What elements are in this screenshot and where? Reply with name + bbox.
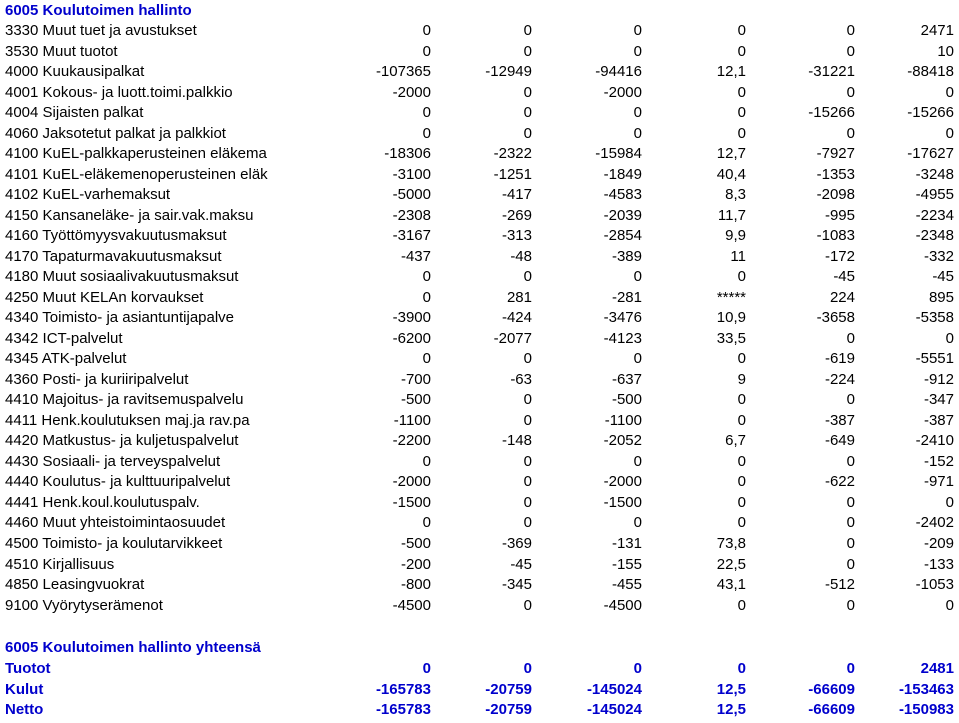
value-col-1: -18306 — [384, 145, 431, 163]
value-col-6: -150983 — [898, 701, 954, 718]
value-col-5: 0 — [846, 391, 855, 409]
value-col-6: 0 — [945, 83, 954, 101]
row-label: Tuotot — [5, 660, 51, 677]
table-row — [0, 575, 959, 595]
value-col-4: 0 — [737, 660, 746, 677]
value-col-2: -63 — [510, 370, 532, 388]
value-col-1: -3100 — [392, 165, 431, 183]
value-col-4: 0 — [737, 83, 746, 101]
value-col-4: 0 — [737, 596, 746, 614]
value-col-5: 0 — [846, 124, 855, 142]
value-col-3: 0 — [633, 124, 642, 142]
table-row — [0, 267, 959, 287]
row-label: 4004 Sijaisten palkat — [5, 104, 144, 122]
value-col-5: -649 — [824, 432, 855, 450]
value-col-6: -209 — [923, 535, 954, 552]
value-col-5: 0 — [846, 555, 855, 573]
table-row — [0, 288, 959, 308]
value-col-4: 43,1 — [716, 576, 746, 594]
row-label: 4001 Kokous- ja luott.toimi.palkkio — [5, 83, 233, 101]
value-col-4: 22,5 — [716, 555, 746, 573]
value-col-2: 0 — [523, 660, 532, 677]
value-col-4: 0 — [737, 411, 746, 429]
value-col-5: -15266 — [808, 104, 855, 122]
value-col-3: -155 — [611, 555, 642, 573]
value-col-6: -971 — [923, 473, 954, 491]
value-col-4: 0 — [737, 350, 746, 368]
table-row — [0, 472, 959, 492]
value-col-1: -5000 — [392, 186, 431, 204]
table-row — [0, 226, 959, 246]
table-row — [0, 83, 959, 103]
value-col-3: -1500 — [603, 493, 642, 511]
value-col-5: -31221 — [808, 63, 855, 81]
value-col-4: 73,8 — [716, 535, 746, 552]
table-row — [0, 390, 959, 410]
table-row — [0, 144, 959, 164]
value-col-1: 0 — [422, 22, 431, 39]
row-label: 4180 Muut sosiaalivakuutusmaksut — [5, 268, 239, 286]
value-col-1: -165783 — [375, 680, 431, 698]
value-col-2: 0 — [523, 42, 532, 60]
value-col-4: 0 — [737, 452, 746, 470]
value-col-2: -148 — [501, 432, 532, 450]
value-col-6: -2402 — [915, 514, 954, 532]
value-col-1: -3900 — [392, 309, 431, 327]
table-row — [0, 534, 959, 554]
value-col-6: -332 — [923, 247, 954, 265]
value-col-2: -45 — [510, 555, 532, 573]
table-row — [0, 555, 959, 575]
row-label: 4441 Henk.koul.koulutuspalv. — [5, 493, 200, 511]
value-col-1: -107365 — [375, 63, 431, 81]
value-col-6: -2410 — [915, 432, 954, 450]
value-col-4: 0 — [737, 22, 746, 39]
table-row — [0, 513, 959, 533]
value-col-3: 0 — [633, 104, 642, 122]
value-col-3: -2039 — [603, 206, 642, 224]
row-label: 4340 Toimisto- ja asiantuntijapalve — [5, 309, 235, 327]
value-col-5: -1353 — [816, 165, 855, 183]
value-col-3: -637 — [611, 370, 642, 388]
value-col-4: 11 — [730, 247, 746, 265]
value-col-1: -165783 — [375, 701, 431, 718]
table-row — [0, 370, 959, 390]
row-label: 4500 Toimisto- ja koulutarvikkeet — [5, 535, 223, 552]
value-col-6: 2471 — [920, 22, 954, 39]
value-col-3: -500 — [611, 391, 642, 409]
value-col-3: -455 — [611, 576, 642, 594]
value-col-1: -2308 — [392, 206, 431, 224]
row-label: 4160 Työttömyysvakuutusmaksut — [5, 227, 227, 245]
summary-row — [0, 680, 959, 700]
value-col-2: 0 — [523, 350, 532, 368]
value-col-4: 6,7 — [725, 432, 746, 450]
value-col-6: 0 — [945, 596, 954, 614]
row-label: 4430 Sosiaali- ja terveyspalvelut — [5, 452, 221, 470]
value-col-2: 0 — [523, 514, 532, 532]
value-col-1: -3167 — [392, 227, 431, 245]
value-col-6: -88418 — [907, 63, 954, 81]
value-col-4: 12,1 — [716, 63, 746, 81]
value-col-3: -15984 — [595, 145, 642, 163]
row-label: 4420 Matkustus- ja kuljetuspalvelut — [5, 432, 239, 450]
value-col-6: -17627 — [907, 145, 954, 163]
value-col-5: -172 — [824, 247, 855, 265]
value-col-6: -152 — [923, 452, 954, 470]
value-col-1: 0 — [422, 104, 431, 122]
row-label: 4410 Majoitus- ja ravitsemuspalvelu — [5, 391, 244, 409]
value-col-3: -145024 — [586, 701, 642, 718]
value-col-3: 0 — [633, 660, 642, 677]
value-col-3: -2052 — [603, 432, 642, 450]
table-row — [0, 596, 959, 616]
value-col-6: -347 — [923, 391, 954, 409]
value-col-4: 0 — [737, 268, 746, 286]
value-col-4: 0 — [737, 473, 746, 491]
value-col-6: -15266 — [907, 104, 954, 122]
value-col-5: -2098 — [816, 186, 855, 204]
table-row — [0, 62, 959, 82]
value-col-6: 0 — [945, 493, 954, 511]
value-col-6: -133 — [923, 555, 954, 573]
table-row — [0, 411, 959, 431]
value-col-2: -1251 — [493, 165, 532, 183]
value-col-1: 0 — [422, 350, 431, 368]
value-col-2: -2322 — [493, 145, 532, 163]
value-col-1: 0 — [422, 124, 431, 142]
value-col-1: -2200 — [392, 432, 431, 450]
value-col-1: -6200 — [392, 329, 431, 347]
value-col-1: -500 — [400, 535, 431, 552]
value-col-6: 2481 — [920, 660, 954, 677]
value-col-4: 9 — [737, 370, 746, 388]
value-col-5: 0 — [846, 22, 855, 39]
value-col-6: -5358 — [915, 309, 954, 327]
value-col-5: -3658 — [816, 309, 855, 327]
value-col-3: -131 — [611, 535, 642, 552]
value-col-4: 0 — [737, 124, 746, 142]
value-col-6: -153463 — [898, 680, 954, 698]
value-col-3: -2000 — [603, 473, 642, 491]
value-col-3: -4123 — [603, 329, 642, 347]
value-col-3: -3476 — [603, 309, 642, 327]
row-label: 4060 Jaksotetut palkat ja palkkiot — [5, 124, 226, 142]
value-col-2: -417 — [501, 186, 532, 204]
value-col-3: -389 — [611, 247, 642, 265]
value-col-2: 0 — [523, 473, 532, 491]
table-row — [0, 206, 959, 226]
value-col-5: 0 — [846, 596, 855, 614]
value-col-4: 9,9 — [725, 227, 746, 245]
table-row — [0, 103, 959, 123]
value-col-6: -45 — [932, 268, 954, 286]
table-row — [0, 21, 959, 41]
value-col-4: 33,5 — [716, 329, 746, 347]
value-col-6: 10 — [937, 42, 954, 60]
value-col-2: 0 — [523, 452, 532, 470]
row-label: 4101 KuEL-eläkemenoperusteinen eläk — [5, 165, 268, 183]
value-col-2: -48 — [510, 247, 532, 265]
table-row — [0, 349, 959, 369]
value-col-2: 0 — [523, 104, 532, 122]
table-row — [0, 431, 959, 451]
value-col-3: 0 — [633, 268, 642, 286]
row-label: 9100 Vyörytyserämenot — [5, 596, 163, 614]
value-col-4: 11,7 — [717, 206, 746, 224]
value-col-6: 0 — [945, 329, 954, 347]
value-col-1: -200 — [400, 555, 431, 573]
value-col-3: -145024 — [586, 680, 642, 698]
value-col-3: -1849 — [603, 165, 642, 183]
value-col-5: 0 — [846, 660, 855, 677]
value-col-5: -66609 — [808, 680, 855, 698]
value-col-6: 895 — [928, 288, 954, 306]
value-col-4: 40,4 — [716, 165, 746, 183]
value-col-2: 0 — [523, 493, 532, 511]
value-col-2: 0 — [523, 124, 532, 142]
row-label: 4150 Kansaneläke- ja sair.vak.maksu — [5, 206, 254, 224]
value-col-6: -912 — [923, 370, 954, 388]
value-col-5: -622 — [824, 473, 855, 491]
row-label: 4102 KuEL-varhemaksut — [5, 186, 171, 204]
value-col-3: 0 — [633, 452, 642, 470]
value-col-5: -224 — [824, 370, 855, 388]
value-col-5: -45 — [833, 268, 855, 286]
value-col-2: -20759 — [485, 701, 532, 718]
value-col-1: -437 — [400, 247, 431, 265]
value-col-3: -1100 — [604, 411, 642, 429]
value-col-4: ***** — [716, 288, 746, 306]
row-label: 4510 Kirjallisuus — [5, 555, 115, 573]
value-col-1: 0 — [422, 288, 431, 306]
value-col-2: 0 — [523, 22, 532, 39]
row-label: Netto — [5, 701, 44, 718]
value-col-2: -369 — [501, 535, 532, 552]
value-col-6: -1053 — [915, 576, 954, 594]
value-col-1: 0 — [422, 42, 431, 60]
value-col-5: 0 — [846, 493, 855, 511]
value-col-4: 0 — [737, 42, 746, 60]
table-row — [0, 247, 959, 267]
table-row — [0, 308, 959, 328]
row-label: 4342 ICT-palvelut — [5, 329, 123, 347]
value-col-6: -2234 — [915, 206, 954, 224]
value-col-4: 0 — [737, 493, 746, 511]
value-col-4: 0 — [737, 514, 746, 532]
value-col-1: -1100 — [393, 411, 431, 429]
value-col-2: 0 — [523, 83, 532, 101]
row-label: 4460 Muut yhteistoimintaosuudet — [5, 514, 226, 532]
value-col-6: -2348 — [915, 227, 954, 245]
value-col-2: -345 — [501, 576, 532, 594]
value-col-3: -2854 — [603, 227, 642, 245]
value-col-5: -995 — [824, 206, 855, 224]
value-col-3: -281 — [611, 288, 642, 306]
value-col-6: -3248 — [915, 165, 954, 183]
summary-row — [0, 700, 959, 720]
value-col-1: -2000 — [392, 473, 431, 491]
value-col-2: -12949 — [485, 63, 532, 81]
value-col-3: 0 — [633, 22, 642, 39]
section-heading — [0, 1, 959, 21]
row-label: 3530 Muut tuotot — [5, 42, 118, 60]
value-col-4: 10,9 — [716, 309, 746, 327]
row-label: 4250 Muut KELAn korvaukset — [5, 288, 204, 306]
value-col-3: 0 — [633, 42, 642, 60]
value-col-5: 0 — [846, 83, 855, 101]
row-label: 4000 Kuukausipalkat — [5, 63, 145, 81]
summary-heading — [0, 638, 959, 658]
value-col-3: -94416 — [595, 63, 642, 81]
row-label: Kulut — [5, 680, 44, 698]
value-col-2: -313 — [501, 227, 532, 245]
value-col-1: -1500 — [392, 493, 431, 511]
row-label: 3330 Muut tuet ja avustukset — [5, 22, 197, 39]
value-col-1: -500 — [400, 391, 431, 409]
value-col-5: 224 — [829, 288, 855, 306]
value-col-4: 8,3 — [725, 186, 746, 204]
row-label: 4360 Posti- ja kuriiripalvelut — [5, 370, 189, 388]
value-col-1: -700 — [400, 370, 431, 388]
value-col-1: -4500 — [392, 596, 431, 614]
value-col-4: 12,5 — [716, 701, 746, 718]
value-col-1: 0 — [422, 660, 431, 677]
value-col-2: 0 — [523, 391, 532, 409]
value-col-4: 0 — [737, 391, 746, 409]
value-col-1: 0 — [422, 514, 431, 532]
value-col-5: 0 — [846, 452, 855, 470]
value-col-6: -387 — [923, 411, 954, 429]
table-row — [0, 329, 959, 349]
value-col-5: -1083 — [816, 227, 855, 245]
summary-row — [0, 659, 959, 679]
value-col-4: 0 — [737, 104, 746, 122]
value-col-3: -2000 — [603, 83, 642, 101]
value-col-5: 0 — [846, 514, 855, 532]
table-row — [0, 42, 959, 62]
value-col-2: -424 — [501, 309, 532, 327]
value-col-4: 12,5 — [716, 680, 746, 698]
value-col-5: -619 — [824, 350, 855, 368]
value-col-2: 0 — [523, 596, 532, 614]
table-row — [0, 493, 959, 513]
table-row — [0, 165, 959, 185]
value-col-1: -800 — [400, 576, 431, 594]
value-col-5: -387 — [824, 411, 855, 429]
row-label: 4100 KuEL-palkkaperusteinen eläkema — [5, 145, 267, 163]
value-col-2: 281 — [506, 288, 532, 306]
value-col-4: 12,7 — [716, 145, 746, 163]
value-col-1: 0 — [422, 268, 431, 286]
value-col-3: -4583 — [603, 186, 642, 204]
value-col-5: -66609 — [808, 701, 855, 718]
value-col-5: 0 — [846, 329, 855, 347]
row-label: 4440 Koulutus- ja kulttuuripalvelut — [5, 473, 231, 491]
value-col-1: 0 — [422, 452, 431, 470]
value-col-2: -2077 — [493, 329, 532, 347]
value-col-5: 0 — [846, 535, 855, 552]
value-col-3: 0 — [633, 350, 642, 368]
value-col-3: -4500 — [603, 596, 642, 614]
value-col-1: -2000 — [392, 83, 431, 101]
value-col-6: -4955 — [915, 186, 954, 204]
table-row — [0, 185, 959, 205]
table-row — [0, 452, 959, 472]
row-label: 4345 ATK-palvelut — [5, 350, 127, 368]
row-label: 4411 Henk.koulutuksen maj.ja rav.pa — [5, 411, 250, 429]
value-col-5: 0 — [846, 42, 855, 60]
summary-title: 6005 Koulutoimen hallinto yhteensä — [5, 639, 261, 656]
value-col-5: -512 — [824, 576, 855, 594]
value-col-2: -269 — [501, 206, 532, 224]
value-col-5: -7927 — [816, 145, 855, 163]
value-col-6: -5551 — [915, 350, 954, 368]
value-col-2: 0 — [523, 411, 532, 429]
row-label: 4850 Leasingvuokrat — [5, 576, 145, 594]
value-col-2: 0 — [523, 268, 532, 286]
value-col-6: 0 — [945, 124, 954, 142]
row-label: 4170 Tapaturmavakuutusmaksut — [5, 247, 222, 265]
section-title: 6005 Koulutoimen hallinto — [5, 2, 192, 19]
table-row — [0, 124, 959, 144]
value-col-3: 0 — [633, 514, 642, 532]
value-col-2: -20759 — [485, 680, 532, 698]
